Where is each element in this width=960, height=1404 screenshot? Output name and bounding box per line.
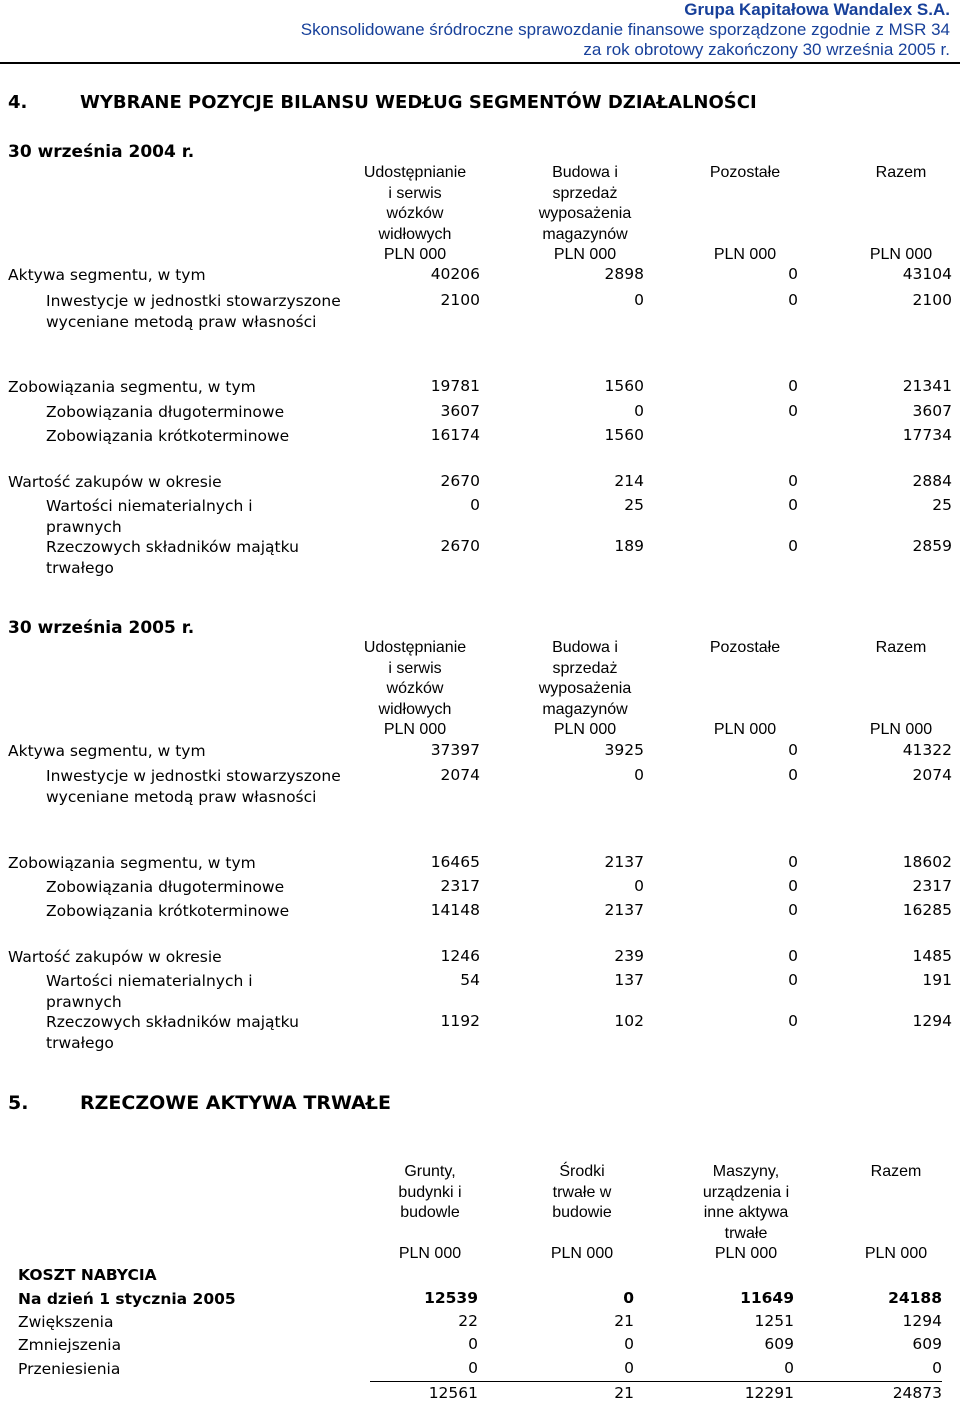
cell: 2884 xyxy=(912,472,952,490)
row-label: Zobowiązania krótkoterminowe xyxy=(46,427,290,445)
row-label: Inwestycje w jednostki stowarzyszone wyceniane metodą praw własności xyxy=(46,767,341,806)
cell: 0 xyxy=(788,1012,798,1030)
cell: 0 xyxy=(788,402,798,420)
cell: 0 xyxy=(634,291,644,309)
cell: 1251 xyxy=(754,1312,794,1330)
cell: 22 xyxy=(458,1312,478,1330)
cell: 2100 xyxy=(912,291,952,309)
cell: 24188 xyxy=(888,1289,942,1307)
row-label: Aktywa segmentu, w tym xyxy=(8,742,206,760)
cell: 1246 xyxy=(440,947,480,965)
report-title: Skonsolidowane śródroczne sprawozdanie finansowe sporządzone zgodnie z MSR 34 xyxy=(300,20,950,39)
page-header xyxy=(301,0,950,60)
row-label: Zobowiązania segmentu, w tym xyxy=(8,854,256,872)
cell: 54 xyxy=(460,971,480,989)
cell: 2074 xyxy=(440,766,480,784)
cell: 2074 xyxy=(912,766,952,784)
cell: 1560 xyxy=(604,426,644,444)
cell: 609 xyxy=(764,1335,794,1353)
cell: 1192 xyxy=(440,1012,480,1030)
cell: 191 xyxy=(922,971,952,989)
cell: 0 xyxy=(788,496,798,514)
cell: 0 xyxy=(624,1335,634,1353)
cell: 25 xyxy=(932,496,952,514)
cell: 1294 xyxy=(902,1312,942,1330)
cell: 1294 xyxy=(912,1012,952,1030)
cell: 12539 xyxy=(424,1289,478,1307)
row-label: Na dzień 1 stycznia 2005 xyxy=(18,1290,236,1308)
row-label: Wartości niematerialnych i prawnych xyxy=(46,497,253,536)
cell: 21 xyxy=(614,1312,634,1330)
column-header: Razem xyxy=(870,1163,922,1180)
column-header: Maszyny, urządzenia i inne aktywa trwałe xyxy=(702,1163,790,1242)
column-unit: PLN 000 xyxy=(714,1245,778,1262)
cell: 137 xyxy=(614,971,644,989)
cell: 1560 xyxy=(604,377,644,395)
cell: 2859 xyxy=(912,537,952,555)
cell: 2317 xyxy=(912,877,952,895)
cell: 3925 xyxy=(604,741,644,759)
row-label: Zobowiązania segmentu, w tym xyxy=(8,378,256,396)
cell: 0 xyxy=(788,853,798,871)
cell: 0 xyxy=(788,472,798,490)
row-label: Zwiększenia xyxy=(18,1313,114,1331)
column-header: Grunty, budynki i budowle xyxy=(398,1163,462,1221)
section-number: 5. xyxy=(8,1092,29,1114)
cell: 2898 xyxy=(604,265,644,283)
cell: 3607 xyxy=(912,402,952,420)
group-label: KOSZT NABYCIA xyxy=(18,1266,157,1284)
cell: 0 xyxy=(468,1335,478,1353)
column-header: Razem PLN 000 xyxy=(869,639,933,738)
row-label: Zmniejszenia xyxy=(18,1336,122,1354)
cell: 12561 xyxy=(428,1384,478,1402)
row-label: Aktywa segmentu, w tym xyxy=(8,266,206,284)
cell: 0 xyxy=(470,496,480,514)
sum-line xyxy=(370,1381,942,1382)
column-header: Budowa i sprzedaż wyposażenia magazynów PLN 000 xyxy=(538,639,632,738)
period-title: 30 września 2005 r. xyxy=(8,618,195,638)
cell: 0 xyxy=(634,402,644,420)
row-label: Zobowiązania długoterminowe xyxy=(46,878,285,896)
cell: 0 xyxy=(468,1359,478,1377)
cell: 25 xyxy=(624,496,644,514)
cell: 0 xyxy=(788,537,798,555)
cell: 0 xyxy=(788,265,798,283)
cell: 21 xyxy=(614,1384,634,1402)
section-5-heading xyxy=(8,1092,391,1114)
cell: 16285 xyxy=(902,901,952,919)
report-period: za rok obrotowy zakończony 30 września 2005 r. xyxy=(583,40,950,59)
section-4-heading xyxy=(8,92,757,113)
cell: 0 xyxy=(788,901,798,919)
cell: 17734 xyxy=(902,426,952,444)
column-header: Pozostałe PLN 000 xyxy=(709,639,781,738)
cell: 2100 xyxy=(440,291,480,309)
cell: 0 xyxy=(932,1359,942,1377)
cell: 239 xyxy=(614,947,644,965)
cell: 3607 xyxy=(440,402,480,420)
cell: 2670 xyxy=(440,537,480,555)
row-label: Przeniesienia xyxy=(18,1360,121,1378)
cell: 1485 xyxy=(912,947,952,965)
cell: 2317 xyxy=(440,877,480,895)
header-rule xyxy=(0,62,960,64)
cell: 14148 xyxy=(430,901,480,919)
section-title: WYBRANE POZYCJE BILANSU WEDŁUG SEGMENTÓW DZIAŁALNOŚCI xyxy=(80,92,757,113)
cell: 19781 xyxy=(430,377,480,395)
cell: 2137 xyxy=(604,901,644,919)
cell: 214 xyxy=(614,472,644,490)
cell: 0 xyxy=(788,741,798,759)
company-name: Grupa Kapitałowa Wandalex S.A. xyxy=(684,0,950,19)
row-label: Rzeczowych składników majątku trwałego xyxy=(46,1013,299,1052)
cell: 0 xyxy=(788,971,798,989)
column-header: Udostępnianie i serwis wózków widłowych PLN 000 xyxy=(363,164,467,263)
cell: 0 xyxy=(788,766,798,784)
cell: 0 xyxy=(788,877,798,895)
cell: 609 xyxy=(912,1335,942,1353)
cell: 43104 xyxy=(902,265,952,283)
section-number: 4. xyxy=(8,92,28,113)
cell: 0 xyxy=(623,1289,634,1307)
cell: 0 xyxy=(784,1359,794,1377)
period-title: 30 września 2004 r. xyxy=(8,142,195,162)
cell: 18602 xyxy=(902,853,952,871)
row-label: Zobowiązania krótkoterminowe xyxy=(46,902,290,920)
column-unit: PLN 000 xyxy=(864,1245,928,1262)
cell: 2670 xyxy=(440,472,480,490)
cell: 2137 xyxy=(604,853,644,871)
row-label: Wartość zakupów w okresie xyxy=(8,948,222,966)
cell: 0 xyxy=(788,377,798,395)
cell: 41322 xyxy=(902,741,952,759)
row-label: Inwestycje w jednostki stowarzyszone wyceniane metodą praw własności xyxy=(46,292,341,331)
cell: 16174 xyxy=(430,426,480,444)
row-label: Wartości niematerialnych i prawnych xyxy=(46,972,253,1011)
column-header: Udostępnianie i serwis wózków widłowych PLN 000 xyxy=(363,639,467,738)
cell: 37397 xyxy=(430,741,480,759)
cell: 0 xyxy=(624,1359,634,1377)
column-unit: PLN 000 xyxy=(550,1245,614,1262)
cell: 189 xyxy=(614,537,644,555)
column-header: Pozostałe PLN 000 xyxy=(709,164,781,263)
section-title: RZECZOWE AKTYWA TRWAŁE xyxy=(80,1092,391,1114)
cell: 0 xyxy=(788,291,798,309)
column-header: Budowa i sprzedaż wyposażenia magazynów PLN 000 xyxy=(538,164,632,263)
cell: 0 xyxy=(788,947,798,965)
cell: 0 xyxy=(634,877,644,895)
row-label: Rzeczowych składników majątku trwałego xyxy=(46,538,299,577)
column-unit: PLN 000 xyxy=(398,1245,462,1262)
cell: 12291 xyxy=(744,1384,794,1402)
cell: 0 xyxy=(634,766,644,784)
cell: 102 xyxy=(614,1012,644,1030)
row-label: Zobowiązania długoterminowe xyxy=(46,403,285,421)
column-header: Środki trwałe w budowie xyxy=(552,1163,612,1221)
cell: 40206 xyxy=(430,265,480,283)
column-header: Razem PLN 000 xyxy=(869,164,933,263)
cell: 21341 xyxy=(902,377,952,395)
cell: 11649 xyxy=(740,1289,794,1307)
row-label: Wartość zakupów w okresie xyxy=(8,473,222,491)
cell: 16465 xyxy=(430,853,480,871)
cell: 24873 xyxy=(892,1384,942,1402)
